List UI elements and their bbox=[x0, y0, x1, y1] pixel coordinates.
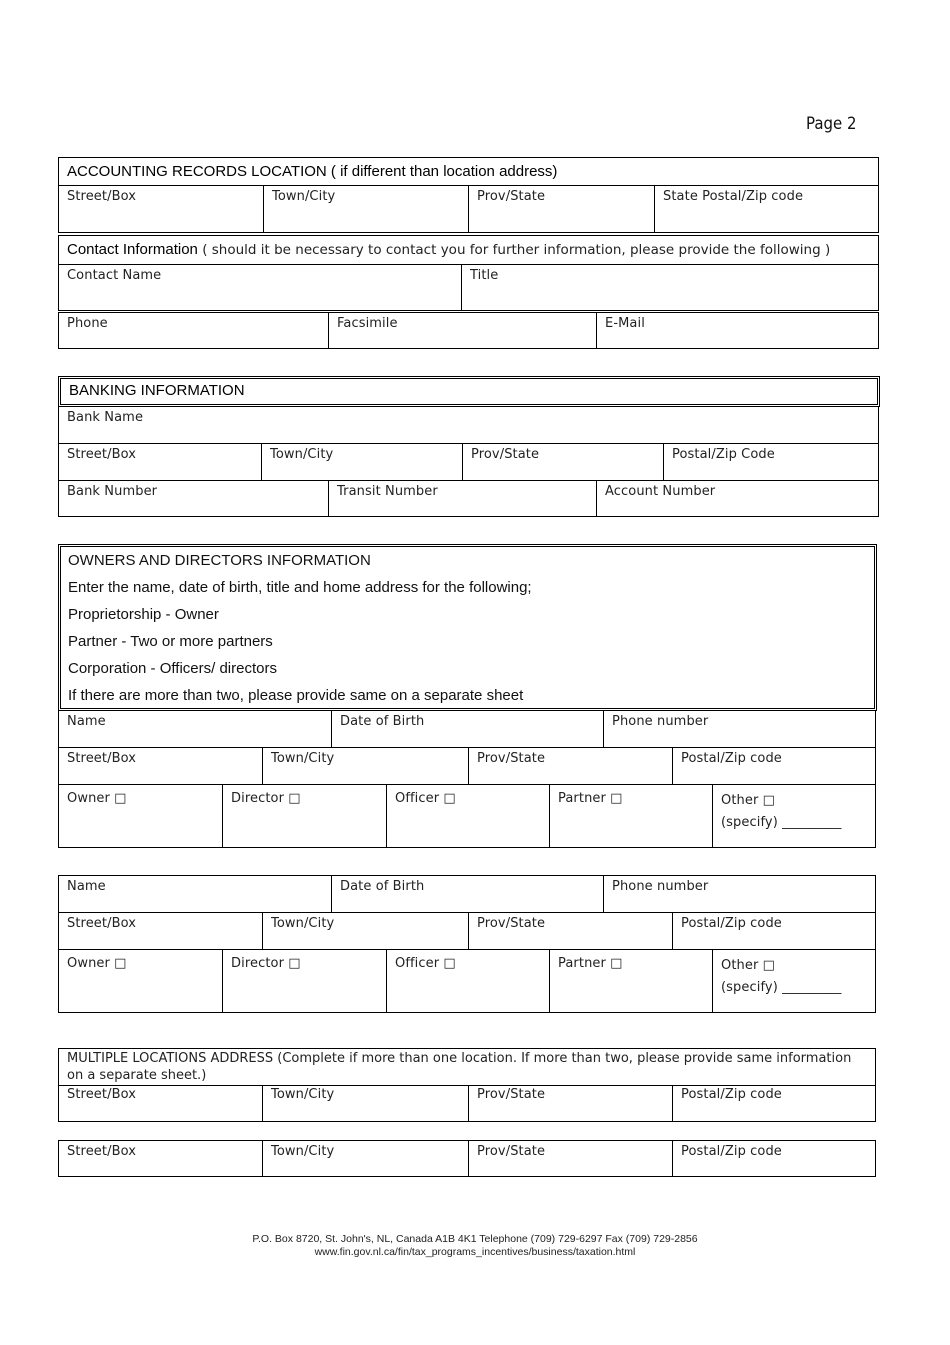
account-number-field[interactable]: Account Number bbox=[596, 480, 879, 517]
contact-note: ( should it be necessary to contact you for further information, please provide the following ) bbox=[197, 242, 831, 258]
multi1-postal-field[interactable]: Postal/Zip code bbox=[672, 1085, 876, 1122]
owner1-officer-checkbox[interactable]: Officer □ bbox=[386, 784, 550, 848]
owner1-phone-field[interactable]: Phone number bbox=[603, 710, 876, 748]
owner1-other-label: Other □ bbox=[721, 793, 776, 808]
owners-instruction: Enter the name, date of birth, title and home address for the following; bbox=[68, 579, 532, 596]
owner2-dob-field[interactable]: Date of Birth bbox=[331, 875, 604, 913]
contact-phone-field[interactable]: Phone bbox=[58, 312, 329, 349]
owner1-dob-field[interactable]: Date of Birth bbox=[331, 710, 604, 748]
owner2-owner-checkbox[interactable]: Owner □ bbox=[58, 949, 223, 1013]
banking-header: BANKING INFORMATION bbox=[58, 376, 880, 407]
owner2-other-checkbox[interactable] bbox=[712, 949, 876, 1013]
multi1-town-field[interactable]: Town/City bbox=[262, 1085, 469, 1122]
owner1-street-field[interactable]: Street/Box bbox=[58, 747, 263, 785]
footer-url[interactable]: www.fin.gov.nl.ca/fin/tax_programs_incentives/business/taxation.html bbox=[314, 1246, 636, 1258]
owner1-postal-field[interactable]: Postal/Zip code bbox=[672, 747, 876, 785]
bank-street-field[interactable]: Street/Box bbox=[58, 443, 262, 481]
contact-title-field[interactable]: Title bbox=[461, 264, 879, 311]
accounting-town-field[interactable]: Town/City bbox=[263, 185, 469, 233]
owner2-phone-field[interactable]: Phone number bbox=[603, 875, 876, 913]
multi2-town-field[interactable]: Town/City bbox=[262, 1140, 469, 1177]
transit-number-field[interactable]: Transit Number bbox=[328, 480, 597, 517]
owner2-street-field[interactable]: Street/Box bbox=[58, 912, 263, 950]
owner2-town-field[interactable]: Town/City bbox=[262, 912, 469, 950]
contact-fax-field[interactable]: Facsimile bbox=[328, 312, 597, 349]
bank-town-field[interactable]: Town/City bbox=[261, 443, 463, 481]
multi2-postal-field[interactable]: Postal/Zip code bbox=[672, 1140, 876, 1177]
page-number: Page 2 bbox=[806, 114, 857, 134]
multi2-street-field[interactable]: Street/Box bbox=[58, 1140, 263, 1177]
multiple-locations-header: MULTIPLE LOCATIONS ADDRESS (Complete if more than one location. If more than two, please provide same information on a separate sheet.) bbox=[58, 1048, 876, 1086]
multi2-prov-field[interactable]: Prov/State bbox=[468, 1140, 673, 1177]
accounting-street-field[interactable]: Street/Box bbox=[58, 185, 264, 233]
owner1-specify-label: (specify) _________ bbox=[721, 815, 842, 830]
owner2-partner-checkbox[interactable]: Partner □ bbox=[549, 949, 713, 1013]
owners-corporation: Corporation - Officers/ directors bbox=[68, 660, 277, 677]
bank-name-field[interactable]: Bank Name bbox=[58, 406, 879, 444]
owner1-director-checkbox[interactable]: Director □ bbox=[222, 784, 387, 848]
owner1-prov-field[interactable]: Prov/State bbox=[468, 747, 673, 785]
owner2-other-label: Other □ bbox=[721, 958, 776, 973]
owner1-partner-checkbox[interactable]: Partner □ bbox=[549, 784, 713, 848]
owner1-town-field[interactable]: Town/City bbox=[262, 747, 469, 785]
contact-header bbox=[58, 235, 879, 265]
owners-info-box bbox=[58, 544, 877, 711]
owner2-name-field[interactable]: Name bbox=[58, 875, 332, 913]
owner2-prov-field[interactable]: Prov/State bbox=[468, 912, 673, 950]
contact-email-field[interactable]: E-Mail bbox=[596, 312, 879, 349]
owner2-officer-checkbox[interactable]: Officer □ bbox=[386, 949, 550, 1013]
owners-header: OWNERS AND DIRECTORS INFORMATION bbox=[68, 552, 371, 569]
owner2-postal-field[interactable]: Postal/Zip code bbox=[672, 912, 876, 950]
accounting-prov-field[interactable]: Prov/State bbox=[468, 185, 655, 233]
bank-postal-field[interactable]: Postal/Zip Code bbox=[663, 443, 879, 481]
owner1-other-checkbox[interactable] bbox=[712, 784, 876, 848]
bank-prov-field[interactable]: Prov/State bbox=[462, 443, 664, 481]
bank-number-field[interactable]: Bank Number bbox=[58, 480, 329, 517]
owner1-owner-checkbox[interactable]: Owner □ bbox=[58, 784, 223, 848]
accounting-postal-field[interactable]: State Postal/Zip code bbox=[654, 185, 879, 233]
owner2-director-checkbox[interactable]: Director □ bbox=[222, 949, 387, 1013]
contact-title: Contact Information bbox=[67, 241, 198, 258]
owners-more-note: If there are more than two, please provide same on a separate sheet bbox=[68, 687, 524, 704]
footer bbox=[0, 1233, 950, 1259]
multi1-street-field[interactable]: Street/Box bbox=[58, 1085, 263, 1122]
footer-address: P.O. Box 8720, St. John's, NL, Canada A1B 4K1 Telephone (709) 729-6297 Fax (709) 729-2856 bbox=[252, 1233, 698, 1245]
owners-partner: Partner - Two or more partners bbox=[68, 633, 273, 650]
owner1-name-field[interactable]: Name bbox=[58, 710, 332, 748]
owners-proprietorship: Proprietorship - Owner bbox=[68, 606, 219, 623]
accounting-header: ACCOUNTING RECORDS LOCATION ( if different than location address) bbox=[58, 157, 879, 186]
multi1-prov-field[interactable]: Prov/State bbox=[468, 1085, 673, 1122]
contact-name-field[interactable]: Contact Name bbox=[58, 264, 462, 311]
owner2-specify-label: (specify) _________ bbox=[721, 980, 842, 995]
